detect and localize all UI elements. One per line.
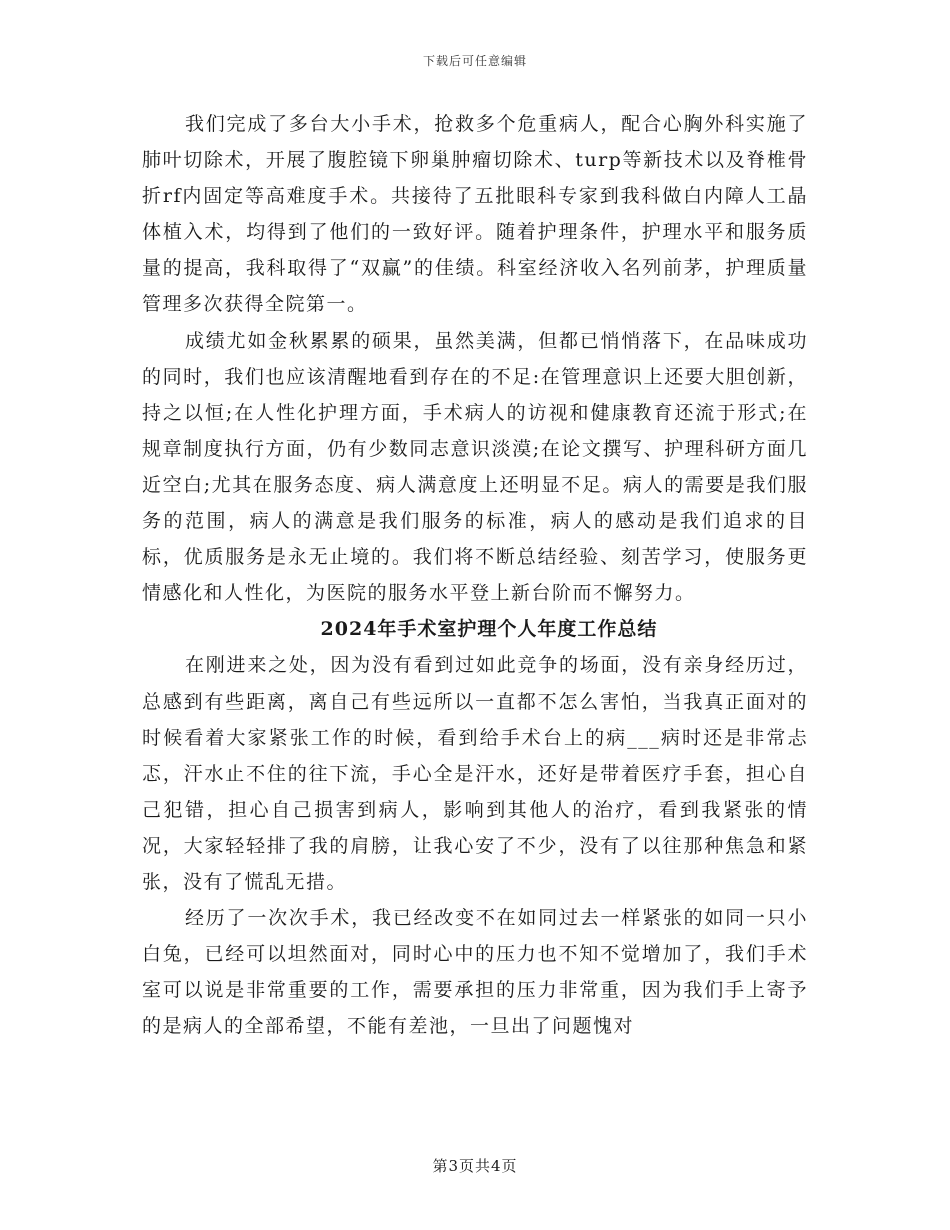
section-title: 2024年手术室护理个人年度工作总结 <box>320 618 658 641</box>
document-body <box>142 106 808 1044</box>
page-number: 第3页共4页 <box>432 1157 518 1175</box>
paragraph-growing-pressure: 经历了一次次手术，我已经改变不在如同过去一样紧张的如同一只小白兔，已经可以坦然面对，同时心中的压力也不知不觉增加了，我们手术室可以说是非常重要的工作，需要承担的压力非常重，因为我们手上寄予的是病人的全部希望，不能有差池，一旦出了问题愧对 <box>142 907 808 1038</box>
page-header-note: 下载后可任意编辑 <box>422 54 527 68</box>
paragraph-surgeries-achievements: 我们完成了多台大小手术，抢救多个危重病人，配合心胸外科实施了肺叶切除术，开展了腹腔镜下卵巢肿瘤切除术、turp等新技术以及脊椎骨折rf内固定等高难度手术。共接待了五批眼科专家到我科做白内障人工晶体植入术，均得到了他们的一致好评。随着护理条件，护理水平和服务质量的提高，我科取得了“双赢”的佳绩。科室经济收入名列前茅，护理质量管理多次获得全院第一。 <box>142 113 808 316</box>
paragraph-first-experience: 在刚进来之处，因为没有看到过如此竞争的场面，没有亲身经历过，总感到有些距离，离自己有些远所以一直都不怎么害怕，当我真正面对的时候看着大家紧张工作的时候，看到给手术台上的病___病时还是非常忐忑，汗水止不住的往下流，手心全是汗水，还好是带着医疗手套，担心自己犯错，担心自己损害到病人，影响到其他人的治疗，看到我紧张的情况，大家轻轻排了我的肩膀，让我心安了不少，没有了以往那种焦急和紧张，没有了慌乱无措。 <box>142 654 808 893</box>
paragraph-shortcomings: 成绩尤如金秋累累的硕果，虽然美满，但都已悄悄落下，在品味成功的同时，我们也应该清醒地看到存在的不足:在管理意识上还要大胆创新，持之以恒;在人性化护理方面，手术病人的访视和健康教育还流于形式;在规章制度执行方面，仍有少数同志意识淡漠;在论文撰写、护理科研方面几近空白;尤其在服务态度、病人满意度上还明显不足。病人的需要是我们服务的范围，病人的满意是我们服务的标准，病人的感动是我们追求的目标，优质服务是永无止境的。我们将不断总结经验、刻苦学习，使服务更情感化和人性化，为医院的服务水平登上新台阶而不懈努力。 <box>142 329 808 605</box>
